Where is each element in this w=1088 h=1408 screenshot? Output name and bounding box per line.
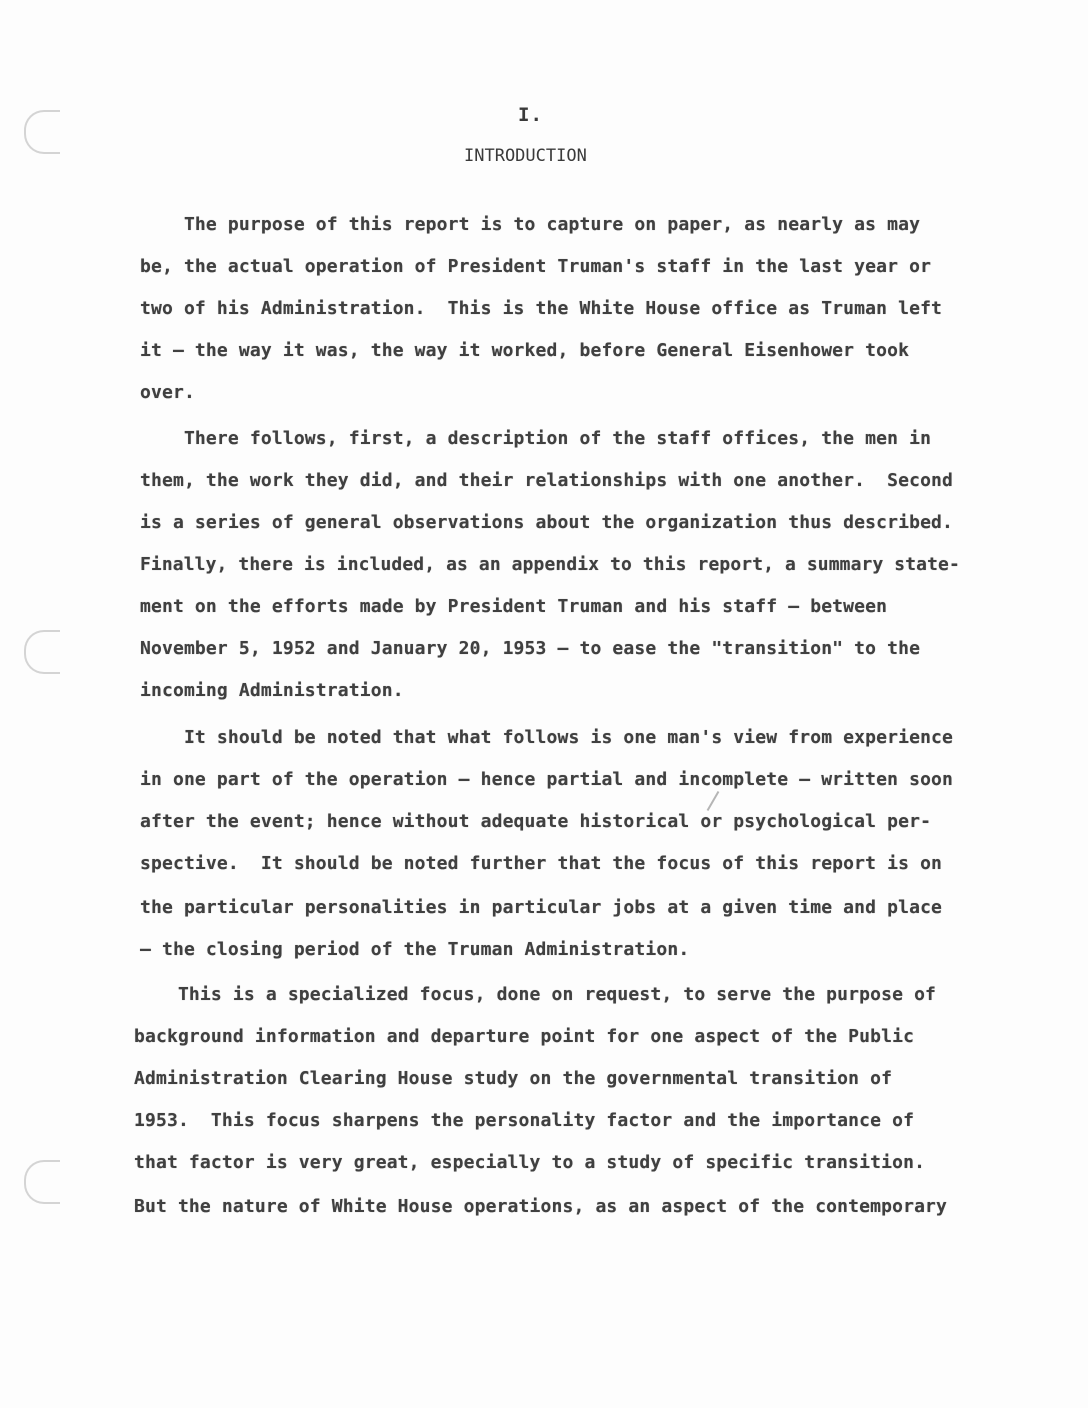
text-line: the particular personalities in particular jobs at a given time and place (140, 897, 943, 918)
text-line: after the event; hence without adequate historical or psychological per- (140, 811, 932, 832)
text-line: The purpose of this report is to capture on paper, as nearly as may (140, 214, 921, 235)
text-line: be, the actual operation of President Truman's staff in the last year or (140, 256, 932, 277)
text-line: over. (140, 382, 195, 403)
text-line: two of his Administration. This is the White House office as Truman left (140, 298, 943, 319)
text-line: 1953. This focus sharpens the personality factor and the importance of (134, 1110, 915, 1131)
text-line: There follows, first, a description of the staff offices, the men in (140, 428, 932, 449)
pencil-mark (707, 791, 720, 811)
text-line: Administration Clearing House study on the governmental transition of (134, 1068, 893, 1089)
text-line: them, the work they did, and their relationships with one another. Second (140, 470, 954, 491)
text-line: it — the way it was, the way it worked, before General Eisenhower took (140, 340, 910, 361)
text-line: incoming Administration. (140, 680, 404, 701)
text-line: that factor is very great, especially to a study of specific transition. (134, 1152, 926, 1173)
text-line: It should be noted that what follows is one man's view from experience (140, 727, 954, 748)
text-line: But the nature of White House operations, as an aspect of the contemporary (134, 1196, 948, 1217)
text-line: ment on the efforts made by President Truman and his staff — between (140, 596, 888, 617)
text-line: Finally, there is included, as an appendix to this report, a summary state- (140, 554, 960, 575)
text-line: is a series of general observations about the organization thus described. (140, 512, 954, 533)
punch-hole-middle (24, 630, 60, 674)
text-line: November 5, 1952 and January 20, 1953 — to ease the "transition" to the (140, 638, 921, 659)
section-number: I. (518, 104, 543, 126)
punch-hole-bottom (24, 1160, 60, 1204)
section-title: INTRODUCTION (464, 146, 587, 166)
text-line: spective. It should be noted further that the focus of this report is on (140, 853, 943, 874)
text-line: This is a specialized focus, done on request, to serve the purpose of (134, 984, 937, 1005)
punch-hole-top (24, 110, 60, 154)
text-line: — the closing period of the Truman Administration. (140, 939, 690, 960)
text-line: background information and departure point for one aspect of the Public (134, 1026, 915, 1047)
text-line: in one part of the operation — hence partial and incomplete — written soon (140, 769, 954, 790)
